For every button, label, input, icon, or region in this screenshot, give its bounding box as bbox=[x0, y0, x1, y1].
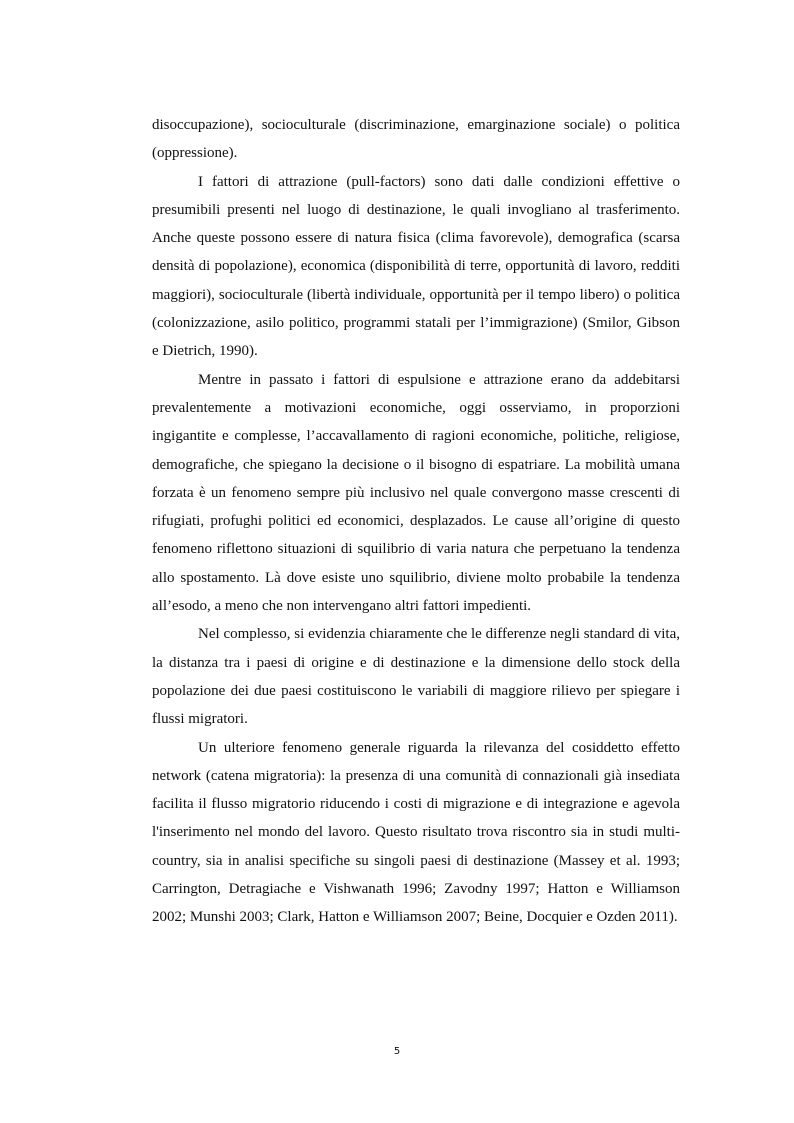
paragraph-past-vs-present: Mentre in passato i fattori di espulsione e attrazione erano da addebitarsi prevalentemente a motivazioni economiche, oggi osserviamo, in proporzioni ingigantite e complesse, l’accavallamento di ragioni economiche, politiche, religiose, demografiche, che spiegano la decisione o il bisogno di espatriare. La mobilità umana forzata è un fenomeno sempre più inclusivo nel quale convergono masse crescenti di rifugiati, profughi politici ed economici, desplazados. Le cause all’origine di questo fenomeno riflettono situazioni di squilibrio di varia natura che perpetuano la tendenza allo spostamento. Là dove esiste uno squilibrio, diviene molto probabile la tendenza all’esodo, a meno che non intervengano altri fattori impedienti. bbox=[152, 371, 680, 615]
body-text bbox=[152, 111, 680, 932]
paragraph-pull-factors: I fattori di attrazione (pull-factors) sono dati dalle condizioni effettive o presumibili presenti nel luogo di destinazione, le quali invogliano al trasferimento. Anche queste possono essere di natura fisica (clima favorevole), demografica (scarsa densità di popolazione), economica (disponibilità di terre, opportunità di lavoro, redditi maggiori), socioculturale (libertà individuale, opportunità per il tempo libero) o politica (colonizzazione, asilo politico, programmi statali per l’immigrazione) (Smilor, Gibson e Dietrich, 1990). bbox=[152, 173, 680, 360]
paragraph-continuation: disoccupazione), socioculturale (discriminazione, emarginazione sociale) o politica (oppressione). bbox=[152, 117, 680, 162]
paragraph-overall-variables: Nel complesso, si evidenzia chiaramente che le differenze negli standard di vita, la distanza tra i paesi di origine e di destinazione e la dimensione dello stock della popolazione dei due paesi costituiscono le variabili di maggiore rilievo per spiegare i flussi migratori. bbox=[152, 626, 680, 728]
paragraph-network-effect: Un ulteriore fenomeno generale riguarda la rilevanza del cosiddetto effetto network (catena migratoria): la presenza di una comunità di connazionali già insediata facilita il flusso migratorio riducendo i costi di migrazione e di integrazione e agevola l'inserimento nel mondo del lavoro. Questo risultato trova riscontro sia in studi multi-country, sia in analisi specifiche su singoli paesi di destinazione (Massey et al. 1993; Carrington, Detragiache e Vishwanath 1996; Zavodny 1997; Hatton e Williamson 2002; Munshi 2003; Clark, Hatton e Williamson 2007; Beine, Docquier e Ozden 2011). bbox=[152, 739, 680, 926]
page-number: 5 bbox=[393, 1046, 401, 1057]
